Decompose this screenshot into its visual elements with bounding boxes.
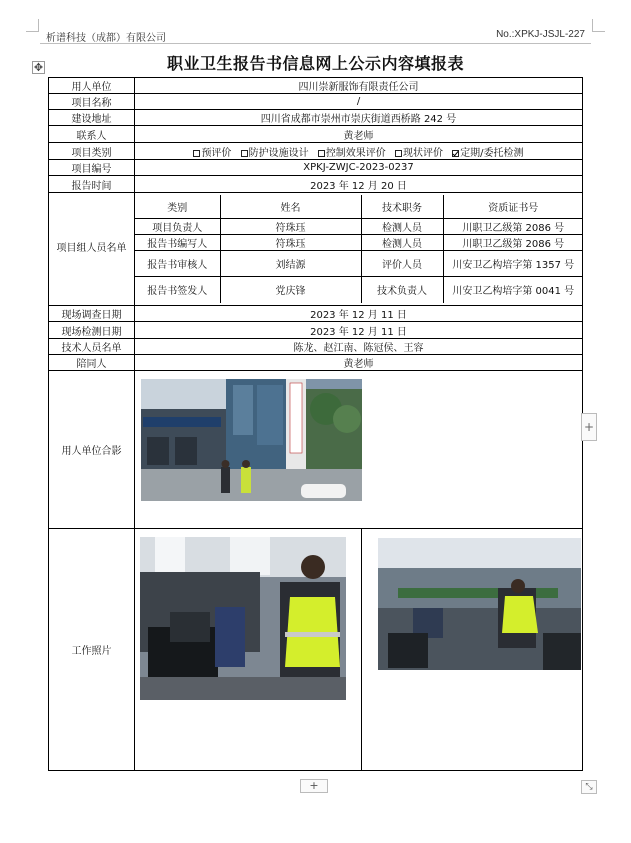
test-date-value[interactable]: 2023 年 12 月 11 日	[135, 322, 583, 339]
team-header-title: 技术职务	[361, 195, 443, 218]
row-project-type	[49, 143, 583, 160]
move-icon: ✥	[33, 61, 44, 74]
survey-date-value[interactable]: 2023 年 12 月 11 日	[135, 306, 583, 322]
project-type-label: 项目类别	[49, 143, 135, 160]
option-control-effect[interactable]: 控制效果评价	[318, 148, 386, 159]
team-name[interactable]: 符珠珏	[220, 234, 361, 250]
checkbox-pre-evaluation[interactable]	[193, 150, 200, 157]
team-cert[interactable]: 川安卫乙构培字第 1357 号	[443, 250, 583, 276]
page-title: 职业卫生报告书信息网上公示内容填报表	[166, 54, 464, 73]
row-team	[49, 193, 583, 306]
work-photo-right[interactable]	[378, 538, 581, 670]
row-report-date	[49, 176, 583, 193]
team-title[interactable]: 检测人员	[361, 218, 443, 234]
escort-label: 陪同人	[49, 355, 135, 371]
row-test-date	[49, 322, 583, 339]
header-doc-no: No.:XPKJ-JSJL-227	[496, 29, 585, 40]
project-type-options	[135, 143, 583, 160]
project-no-value[interactable]: XPKJ-ZWJC-2023-0237	[135, 160, 583, 176]
header-company: 析谱科技（成都）有限公司	[46, 33, 166, 44]
project-name-label: 项目名称	[49, 94, 135, 110]
team-table	[135, 195, 583, 303]
team-label: 项目组人员名单	[49, 193, 135, 306]
option-status-evaluation[interactable]: 现状评价	[395, 148, 443, 159]
team-row	[135, 276, 583, 303]
team-name[interactable]: 刘结源	[220, 250, 361, 276]
option-protection-design[interactable]: 防护设施设计	[241, 148, 309, 159]
add-column-button[interactable]	[581, 413, 597, 441]
team-header-cert: 资质证书号	[443, 195, 583, 218]
row-technicians	[49, 339, 583, 355]
team-cert[interactable]: 川职卫乙级第 2086 号	[443, 234, 583, 250]
team-cell	[135, 193, 583, 306]
team-row	[135, 234, 583, 250]
team-cert[interactable]: 川职卫乙级第 2086 号	[443, 218, 583, 234]
option-pre-evaluation[interactable]: 预评价	[193, 148, 231, 159]
row-address	[49, 110, 583, 126]
plus-icon: +	[309, 779, 319, 792]
add-row-button[interactable]	[300, 779, 328, 793]
row-contact	[49, 126, 583, 143]
resize-icon: ⤡	[585, 782, 593, 792]
table-resize-handle[interactable]	[581, 780, 597, 794]
checkbox-protection-design[interactable]	[241, 150, 248, 157]
checkbox-status-evaluation[interactable]	[395, 150, 402, 157]
work-photo-right-image	[378, 538, 581, 670]
row-employer	[49, 78, 583, 94]
team-name[interactable]: 符珠珏	[220, 218, 361, 234]
team-header-row	[135, 195, 583, 218]
technicians-label: 技术人员名单	[49, 339, 135, 355]
team-cert[interactable]: 川安卫乙构培字第 0041 号	[443, 276, 583, 303]
contact-label: 联系人	[49, 126, 135, 143]
option-periodic-testing[interactable]: 定期/委托检测	[452, 148, 523, 159]
employer-value[interactable]: 四川崇新服饰有限责任公司	[135, 78, 583, 94]
test-date-label: 现场检测日期	[49, 322, 135, 339]
contact-value[interactable]: 黄老师	[135, 126, 583, 143]
team-row	[135, 250, 583, 276]
team-role: 报告书编写人	[135, 234, 220, 250]
group-photo-image	[141, 379, 362, 501]
row-project-no	[49, 160, 583, 176]
team-role: 报告书签发人	[135, 276, 220, 303]
team-row	[135, 218, 583, 234]
technicians-value[interactable]: 陈龙、赵江南、陈冠侯、王容	[135, 339, 583, 355]
address-label: 建设地址	[49, 110, 135, 126]
row-escort	[49, 355, 583, 371]
team-name[interactable]: 党庆锋	[220, 276, 361, 303]
work-photo-left[interactable]	[140, 537, 346, 700]
team-header-role: 类别	[135, 195, 220, 218]
group-photo-label: 用人单位合影	[49, 371, 135, 529]
team-header-name: 姓名	[220, 195, 361, 218]
address-value[interactable]: 四川省成都市崇州市崇庆街道西桥路 242 号	[135, 110, 583, 126]
header-divider	[40, 43, 591, 44]
team-role: 报告书审核人	[135, 250, 220, 276]
group-photo[interactable]	[141, 379, 362, 501]
checkbox-control-effect[interactable]	[318, 150, 325, 157]
report-date-value[interactable]: 2023 年 12 月 20 日	[135, 176, 583, 193]
crop-mark-top-right	[592, 19, 605, 32]
checkbox-periodic-testing[interactable]	[452, 150, 459, 157]
row-survey-date	[49, 306, 583, 322]
project-name-value[interactable]: /	[135, 94, 583, 110]
escort-value[interactable]: 黄老师	[135, 355, 583, 371]
team-title[interactable]: 技术负责人	[361, 276, 443, 303]
team-role: 项目负责人	[135, 218, 220, 234]
project-no-label: 项目编号	[49, 160, 135, 176]
team-title[interactable]: 评价人员	[361, 250, 443, 276]
crop-mark-top-left	[26, 19, 39, 32]
row-project-name	[49, 94, 583, 110]
plus-icon: +	[583, 420, 595, 434]
work-photo-left-image	[140, 537, 346, 700]
employer-label: 用人单位	[49, 78, 135, 94]
survey-date-label: 现场调查日期	[49, 306, 135, 322]
report-date-label: 报告时间	[49, 176, 135, 193]
work-photos-label: 工作照片	[49, 529, 135, 771]
team-title[interactable]: 检测人员	[361, 234, 443, 250]
